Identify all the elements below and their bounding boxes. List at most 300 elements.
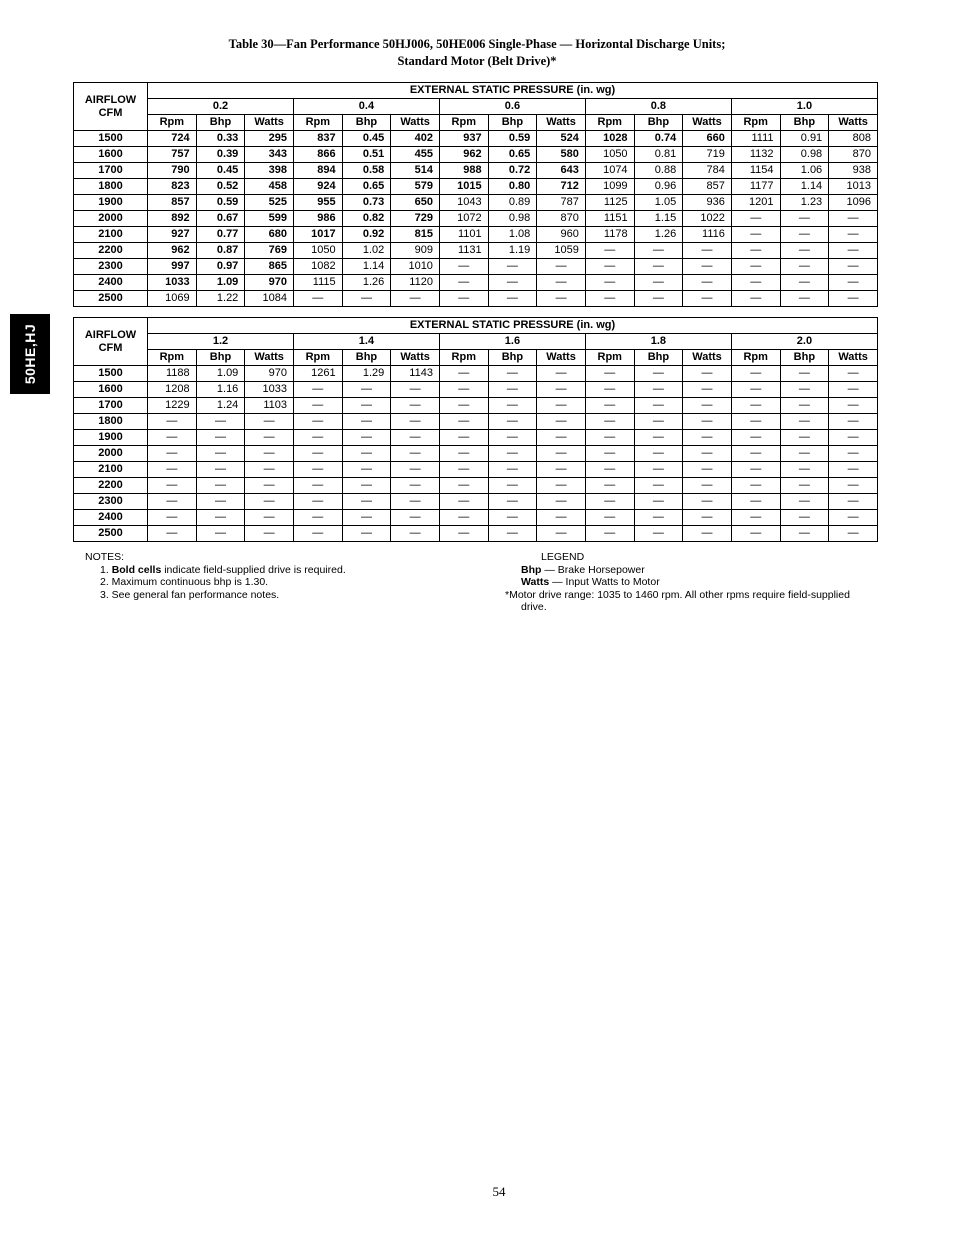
watts-cell: 580 <box>537 147 586 163</box>
esp-header: EXTERNAL STATIC PRESSURE (in. wg) <box>148 83 878 99</box>
subheader-rpm: Rpm <box>293 350 342 366</box>
rpm-cell: — <box>585 259 634 275</box>
watts-cell: 1103 <box>245 398 294 414</box>
watts-cell: 599 <box>245 211 294 227</box>
table-row <box>74 462 878 478</box>
rpm-cell: 1015 <box>439 179 488 195</box>
subheader-watts: Watts <box>537 350 586 366</box>
rpm-cell: — <box>439 291 488 307</box>
cfm-cell: 1800 <box>74 414 148 430</box>
bhp-cell: — <box>342 478 391 494</box>
bhp-cell: 0.65 <box>488 147 537 163</box>
bhp-cell: — <box>488 430 537 446</box>
rpm-cell: — <box>585 526 634 542</box>
watts-cell: 398 <box>245 163 294 179</box>
subheader-bhp: Bhp <box>780 350 829 366</box>
table-row <box>74 163 878 179</box>
rpm-cell: — <box>293 526 342 542</box>
cfm-cell: 1600 <box>74 382 148 398</box>
watts-cell: — <box>537 366 586 382</box>
rpm-cell: — <box>585 366 634 382</box>
fan-performance-table-high-pressure <box>73 317 878 542</box>
header-row-units <box>74 115 878 131</box>
bhp-cell: — <box>488 414 537 430</box>
rpm-cell: — <box>439 430 488 446</box>
subheader-bhp: Bhp <box>342 115 391 131</box>
bhp-cell: 1.09 <box>196 366 245 382</box>
watts-cell: 870 <box>829 147 878 163</box>
bhp-cell: — <box>342 526 391 542</box>
bhp-cell: 1.14 <box>780 179 829 195</box>
watts-cell: 1013 <box>829 179 878 195</box>
airflow-header-label: AIRFLOW <box>84 93 137 106</box>
watts-cell: 808 <box>829 131 878 147</box>
bhp-cell: 1.14 <box>342 259 391 275</box>
bhp-cell: — <box>196 478 245 494</box>
watts-cell: — <box>683 510 732 526</box>
watts-cell: — <box>537 430 586 446</box>
cfm-cell: 2500 <box>74 291 148 307</box>
rpm-cell: 962 <box>148 243 197 259</box>
bhp-cell: — <box>196 526 245 542</box>
bhp-cell: 1.08 <box>488 227 537 243</box>
bhp-cell: — <box>488 382 537 398</box>
watts-cell: 729 <box>391 211 440 227</box>
rpm-cell: — <box>439 382 488 398</box>
watts-cell: — <box>683 366 732 382</box>
subheader-watts: Watts <box>245 350 294 366</box>
rpm-cell: — <box>439 510 488 526</box>
cfm-cell: 1900 <box>74 430 148 446</box>
rpm-cell: 1229 <box>148 398 197 414</box>
table-row <box>74 366 878 382</box>
bhp-cell: 0.33 <box>196 131 245 147</box>
note-3: 3. See general fan performance notes. <box>100 588 280 601</box>
watts-cell: 870 <box>537 211 586 227</box>
rpm-cell: 1131 <box>439 243 488 259</box>
bhp-cell: — <box>342 510 391 526</box>
rpm-cell: — <box>731 446 780 462</box>
bhp-cell: 1.15 <box>634 211 683 227</box>
rpm-cell: — <box>148 526 197 542</box>
header-row-esp <box>74 318 878 334</box>
bhp-cell: 1.26 <box>342 275 391 291</box>
bhp-cell: — <box>780 430 829 446</box>
watts-cell: — <box>683 494 732 510</box>
watts-cell: — <box>683 243 732 259</box>
rpm-cell: 988 <box>439 163 488 179</box>
bhp-cell: — <box>634 382 683 398</box>
watts-cell: — <box>391 446 440 462</box>
watts-cell: 970 <box>245 275 294 291</box>
bhp-cell: 1.16 <box>196 382 245 398</box>
bhp-cell: 0.88 <box>634 163 683 179</box>
watts-cell: 1143 <box>391 366 440 382</box>
rpm-cell: — <box>293 414 342 430</box>
rpm-cell: — <box>293 494 342 510</box>
legend-watts-term: Watts <box>521 576 550 589</box>
rpm-cell: — <box>439 446 488 462</box>
rpm-cell: — <box>439 494 488 510</box>
rpm-cell: 986 <box>293 211 342 227</box>
watts-cell: 1059 <box>537 243 586 259</box>
pressure-header: 0.6 <box>439 99 585 115</box>
bhp-cell: — <box>780 275 829 291</box>
watts-cell: 643 <box>537 163 586 179</box>
rpm-cell: — <box>148 494 197 510</box>
rpm-cell: — <box>439 398 488 414</box>
watts-cell: 909 <box>391 243 440 259</box>
rpm-cell: — <box>585 275 634 291</box>
bhp-cell: — <box>342 382 391 398</box>
rpm-cell: — <box>731 414 780 430</box>
rpm-cell: 1050 <box>293 243 342 259</box>
watts-cell: 660 <box>683 131 732 147</box>
rpm-cell: 892 <box>148 211 197 227</box>
subheader-bhp: Bhp <box>196 350 245 366</box>
bhp-cell: — <box>488 259 537 275</box>
watts-cell: 719 <box>683 147 732 163</box>
rpm-cell: — <box>731 291 780 307</box>
legend-footnote-line-2: drive. <box>521 601 547 614</box>
bhp-cell: 1.22 <box>196 291 245 307</box>
cfm-cell: 2400 <box>74 510 148 526</box>
watts-cell: — <box>829 259 878 275</box>
bhp-cell: 0.39 <box>196 147 245 163</box>
watts-cell: — <box>245 526 294 542</box>
watts-cell: — <box>245 446 294 462</box>
table-row <box>74 291 878 307</box>
watts-cell: — <box>245 494 294 510</box>
watts-cell: — <box>391 526 440 542</box>
watts-cell: — <box>537 259 586 275</box>
watts-cell: 525 <box>245 195 294 211</box>
table-row <box>74 259 878 275</box>
bhp-cell: 0.92 <box>342 227 391 243</box>
cfm-cell: 2100 <box>74 462 148 478</box>
bhp-cell: 0.72 <box>488 163 537 179</box>
rpm-cell: 1154 <box>731 163 780 179</box>
table-row <box>74 275 878 291</box>
rpm-cell: — <box>148 414 197 430</box>
page-number: 54 <box>492 1184 506 1199</box>
bhp-cell: 0.96 <box>634 179 683 195</box>
watts-cell: — <box>829 478 878 494</box>
cfm-cell: 2000 <box>74 446 148 462</box>
watts-cell: — <box>537 494 586 510</box>
bhp-cell: — <box>780 526 829 542</box>
esp-header: EXTERNAL STATIC PRESSURE (in. wg) <box>148 318 878 334</box>
rpm-cell: — <box>439 259 488 275</box>
watts-cell: — <box>829 430 878 446</box>
bhp-cell: — <box>342 291 391 307</box>
cfm-cell: 1800 <box>74 179 148 195</box>
rpm-cell: 823 <box>148 179 197 195</box>
rpm-cell: — <box>731 275 780 291</box>
rpm-cell: — <box>585 398 634 414</box>
watts-cell: 865 <box>245 259 294 275</box>
rpm-cell: — <box>731 462 780 478</box>
table-row <box>74 414 878 430</box>
table-row <box>74 494 878 510</box>
bhp-cell: 0.45 <box>196 163 245 179</box>
bhp-cell: — <box>488 494 537 510</box>
rpm-cell: 757 <box>148 147 197 163</box>
rpm-cell: 924 <box>293 179 342 195</box>
watts-cell: 769 <box>245 243 294 259</box>
note-1 <box>85 564 465 577</box>
subheader-bhp: Bhp <box>634 350 683 366</box>
bhp-cell: 1.24 <box>196 398 245 414</box>
rpm-cell: — <box>585 494 634 510</box>
watts-cell: 970 <box>245 366 294 382</box>
bhp-cell: 0.45 <box>342 131 391 147</box>
rpm-cell: 1188 <box>148 366 197 382</box>
watts-cell: — <box>391 398 440 414</box>
table-row <box>74 510 878 526</box>
rpm-cell: — <box>585 430 634 446</box>
subheader-watts: Watts <box>829 115 878 131</box>
airflow-header <box>74 83 148 131</box>
watts-cell: — <box>829 366 878 382</box>
rpm-cell: 955 <box>293 195 342 211</box>
watts-cell: 343 <box>245 147 294 163</box>
cfm-cell: 1900 <box>74 195 148 211</box>
bhp-cell: — <box>780 291 829 307</box>
table-row <box>74 179 878 195</box>
watts-cell: 1033 <box>245 382 294 398</box>
watts-cell: — <box>829 526 878 542</box>
watts-cell: — <box>829 398 878 414</box>
subheader-rpm: Rpm <box>148 115 197 131</box>
cfm-cell: 2300 <box>74 494 148 510</box>
rpm-cell: 724 <box>148 131 197 147</box>
watts-cell: — <box>391 291 440 307</box>
rpm-cell: 1201 <box>731 195 780 211</box>
watts-cell: — <box>245 430 294 446</box>
bhp-cell: — <box>634 430 683 446</box>
note-1-bold-term: Bold cells <box>111 563 162 576</box>
rpm-cell: — <box>148 446 197 462</box>
watts-cell: — <box>683 462 732 478</box>
bhp-cell: 1.23 <box>780 195 829 211</box>
side-tab <box>10 314 50 394</box>
cfm-cell: 2200 <box>74 478 148 494</box>
rpm-cell: 1099 <box>585 179 634 195</box>
table-title <box>0 36 954 70</box>
bhp-cell: 0.52 <box>196 179 245 195</box>
cfm-cell: 1500 <box>74 366 148 382</box>
rpm-cell: 1125 <box>585 195 634 211</box>
cfm-cell: 1700 <box>74 163 148 179</box>
rpm-cell: 1177 <box>731 179 780 195</box>
watts-cell: 458 <box>245 179 294 195</box>
watts-cell: — <box>683 414 732 430</box>
header-row-units <box>74 350 878 366</box>
bhp-cell: — <box>780 243 829 259</box>
bhp-cell: — <box>196 494 245 510</box>
pressure-header: 1.6 <box>439 334 585 350</box>
bhp-cell: — <box>488 275 537 291</box>
legend-heading: LEGEND <box>541 551 585 563</box>
pressure-header: 0.2 <box>148 99 294 115</box>
watts-cell: — <box>683 478 732 494</box>
bhp-cell: — <box>488 510 537 526</box>
watts-cell: — <box>537 446 586 462</box>
watts-cell: — <box>683 291 732 307</box>
watts-cell: — <box>829 382 878 398</box>
watts-cell: — <box>829 462 878 478</box>
rpm-cell: — <box>731 382 780 398</box>
watts-cell: — <box>391 510 440 526</box>
watts-cell: — <box>537 462 586 478</box>
bhp-cell: — <box>342 462 391 478</box>
note-1-text: indicate field-supplied drive is required. <box>164 563 346 576</box>
rpm-cell: — <box>731 398 780 414</box>
watts-cell: — <box>683 446 732 462</box>
watts-cell: — <box>391 478 440 494</box>
rpm-cell: — <box>293 398 342 414</box>
cfm-cell: 2200 <box>74 243 148 259</box>
rpm-cell: 1069 <box>148 291 197 307</box>
bhp-cell: — <box>196 462 245 478</box>
rpm-cell: — <box>731 227 780 243</box>
table-title-line-1: Table 30—Fan Performance 50HJ006, 50HE006 Single-Phase — Horizontal Discharge Units; <box>228 37 726 51</box>
watts-cell: — <box>829 291 878 307</box>
rpm-cell: — <box>731 526 780 542</box>
watts-cell: 960 <box>537 227 586 243</box>
watts-cell: — <box>537 382 586 398</box>
rpm-cell: — <box>148 510 197 526</box>
cfm-cell: 1500 <box>74 131 148 147</box>
bhp-cell: — <box>780 446 829 462</box>
watts-cell: 524 <box>537 131 586 147</box>
watts-cell: 514 <box>391 163 440 179</box>
subheader-rpm: Rpm <box>439 350 488 366</box>
watts-cell: — <box>391 382 440 398</box>
table-row <box>74 478 878 494</box>
watts-cell: 1120 <box>391 275 440 291</box>
watts-cell: — <box>537 414 586 430</box>
watts-cell: 938 <box>829 163 878 179</box>
subheader-bhp: Bhp <box>342 350 391 366</box>
bhp-cell: 0.89 <box>488 195 537 211</box>
cfm-cell: 1700 <box>74 398 148 414</box>
bhp-cell: — <box>488 446 537 462</box>
bhp-cell: — <box>342 398 391 414</box>
bhp-cell: — <box>488 366 537 382</box>
subheader-bhp: Bhp <box>488 350 537 366</box>
bhp-cell: — <box>780 366 829 382</box>
bhp-cell: — <box>196 510 245 526</box>
bhp-cell: — <box>780 398 829 414</box>
rpm-cell: — <box>293 510 342 526</box>
bhp-cell: 0.67 <box>196 211 245 227</box>
bhp-cell: — <box>488 462 537 478</box>
rpm-cell: — <box>731 243 780 259</box>
subheader-watts: Watts <box>391 115 440 131</box>
table-row <box>74 227 878 243</box>
watts-cell: — <box>537 510 586 526</box>
bhp-cell: — <box>634 398 683 414</box>
watts-cell: — <box>683 398 732 414</box>
rpm-cell: 1074 <box>585 163 634 179</box>
rpm-cell: 997 <box>148 259 197 275</box>
bhp-cell: 0.59 <box>196 195 245 211</box>
bhp-cell: — <box>342 430 391 446</box>
bhp-cell: — <box>780 382 829 398</box>
pressure-header: 1.8 <box>585 334 731 350</box>
table-row <box>74 147 878 163</box>
note-1-number: 1. <box>100 563 109 576</box>
bhp-cell: — <box>634 510 683 526</box>
rpm-cell: 1028 <box>585 131 634 147</box>
bhp-cell: — <box>780 510 829 526</box>
bhp-cell: — <box>634 446 683 462</box>
subheader-bhp: Bhp <box>488 115 537 131</box>
subheader-watts: Watts <box>829 350 878 366</box>
bhp-cell: — <box>780 478 829 494</box>
legend-watts-definition: — Input Watts to Motor <box>552 576 660 589</box>
rpm-cell: 837 <box>293 131 342 147</box>
rpm-cell: — <box>731 211 780 227</box>
rpm-cell: 1111 <box>731 131 780 147</box>
airflow-header-unit: CFM <box>98 106 123 119</box>
rpm-cell: 1178 <box>585 227 634 243</box>
bhp-cell: 0.74 <box>634 131 683 147</box>
bhp-cell: — <box>634 462 683 478</box>
rpm-cell: 1101 <box>439 227 488 243</box>
rpm-cell: 857 <box>148 195 197 211</box>
rpm-cell: 937 <box>439 131 488 147</box>
bhp-cell: 1.05 <box>634 195 683 211</box>
table-row <box>74 195 878 211</box>
bhp-cell: — <box>196 430 245 446</box>
pressure-header: 2.0 <box>731 334 877 350</box>
rpm-cell: — <box>439 462 488 478</box>
legend-bhp <box>505 564 877 577</box>
legend-watts <box>505 576 877 589</box>
rpm-cell: 927 <box>148 227 197 243</box>
bhp-cell: — <box>634 291 683 307</box>
rpm-cell: — <box>439 414 488 430</box>
watts-cell: — <box>391 494 440 510</box>
note-2: 2. Maximum continuous bhp is 1.30. <box>100 576 269 589</box>
header-row-esp <box>74 83 878 99</box>
rpm-cell: 1043 <box>439 195 488 211</box>
rpm-cell: — <box>731 366 780 382</box>
cfm-cell: 1600 <box>74 147 148 163</box>
watts-cell: — <box>683 275 732 291</box>
subheader-bhp: Bhp <box>634 115 683 131</box>
watts-cell: 455 <box>391 147 440 163</box>
legend <box>505 551 877 614</box>
subheader-watts: Watts <box>683 350 732 366</box>
subheader-bhp: Bhp <box>196 115 245 131</box>
legend-bhp-term: Bhp <box>521 563 542 576</box>
bhp-cell: — <box>780 259 829 275</box>
rpm-cell: — <box>585 510 634 526</box>
table-row <box>74 526 878 542</box>
cfm-cell: 2400 <box>74 275 148 291</box>
watts-cell: 1084 <box>245 291 294 307</box>
notes <box>85 551 465 601</box>
watts-cell: — <box>829 414 878 430</box>
watts-cell: — <box>537 478 586 494</box>
watts-cell: — <box>829 494 878 510</box>
bhp-cell: — <box>634 259 683 275</box>
watts-cell: 857 <box>683 179 732 195</box>
